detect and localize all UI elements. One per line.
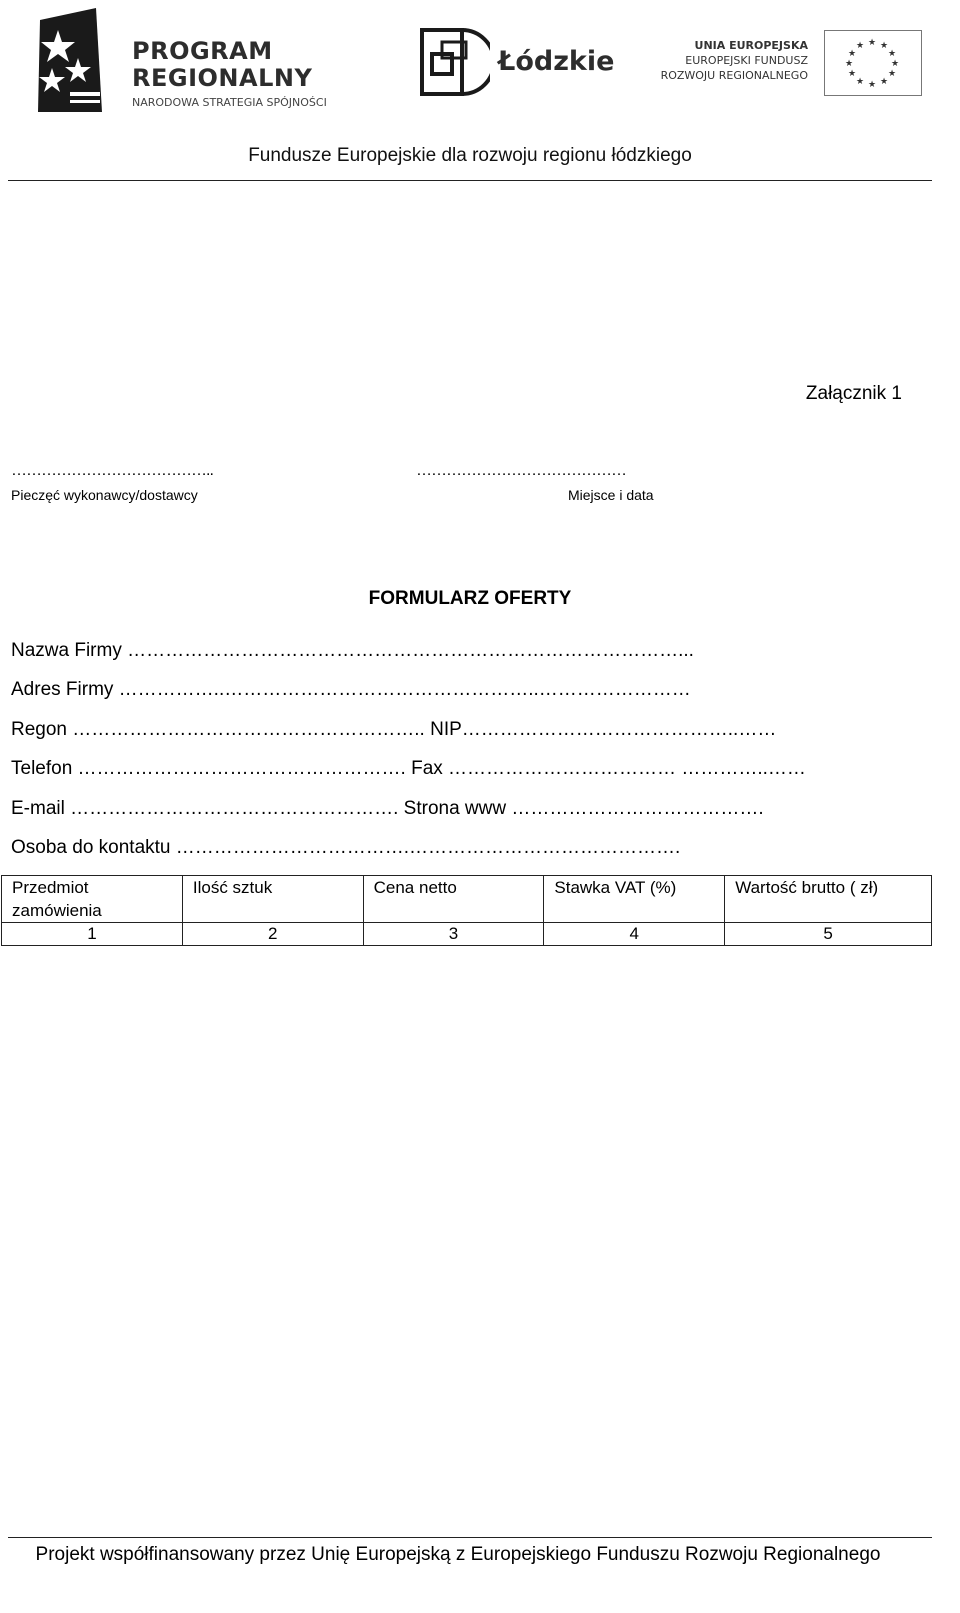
eu-flag-icon <box>824 30 922 96</box>
col-header-net-price: Cena netto <box>363 876 544 923</box>
company-address-line: Adres Firmy ……………..…………………………………………..…………………… <box>11 679 691 700</box>
lodzkie-emblem-icon <box>420 28 490 98</box>
svg-text:★: ★ <box>879 41 889 51</box>
eu-fund-text <box>660 38 808 83</box>
svg-text:★: ★ <box>890 59 900 69</box>
header-rule <box>8 180 932 181</box>
eu-line-2: EUROPEJSKI FUNDUSZ <box>685 54 808 67</box>
col-number: 4 <box>544 923 725 946</box>
program-regionalny-logo <box>30 8 370 118</box>
svg-text:★: ★ <box>855 41 865 51</box>
footer-rule <box>8 1537 932 1538</box>
company-name-line: Nazwa Firmy ……………………………………………………………………………... <box>11 640 694 661</box>
phone-fax-line: Telefon ……………………………………………. Fax ……………………………… …………..…… <box>11 758 806 779</box>
attachment-label: Załącznik 1 <box>805 383 902 404</box>
form-title: FORMULARZ OFERTY <box>368 588 572 609</box>
logo-bar <box>0 0 960 130</box>
svg-text:★: ★ <box>867 80 877 90</box>
regon-nip-line: Regon ……………………………………………….. NIP……………………………………..…… <box>11 719 777 740</box>
col-header-vat-rate: Stawka VAT (%) <box>544 876 725 923</box>
col-number: 3 <box>363 923 544 946</box>
program-regionalny-wordmark: PROGRAM REGIONALNY <box>132 37 313 92</box>
svg-text:★: ★ <box>844 59 854 69</box>
header-tagline: Fundusze Europejskie dla rozwoju regionu łódzkiego <box>248 145 692 166</box>
place-date-dots: …………………………………… <box>416 462 626 479</box>
lodzkie-logo <box>420 28 615 100</box>
svg-text:★: ★ <box>847 69 857 79</box>
contact-person-line: Osoba do kontaktu ……………………………….……………………………………. <box>11 837 681 858</box>
svg-text:★: ★ <box>867 38 877 48</box>
place-date-label: Miejsce i data <box>568 487 654 503</box>
lodzkie-wordmark: Łódzkie <box>498 46 615 77</box>
svg-text:★: ★ <box>887 49 897 59</box>
svg-text:★: ★ <box>855 77 865 87</box>
offer-table <box>1 875 932 946</box>
footer-text: Projekt współfinansowany przez Unię Europejską z Europejskiego Funduszu Rozwoju Regionalnego <box>35 1544 881 1565</box>
col-number: 1 <box>2 923 183 946</box>
table-row <box>2 923 932 946</box>
stamp-label: Pieczęć wykonawcy/dostawcy <box>11 487 198 503</box>
col-header-item: Przedmiot zamówienia <box>2 876 183 923</box>
email-www-line: E-mail ……………………………………………. Strona www …………………………………. <box>11 798 764 819</box>
col-header-quantity: Ilość sztuk <box>182 876 363 923</box>
program-regionalny-subtitle: NARODOWA STRATEGIA SPÓJNOŚCI <box>132 96 327 109</box>
col-number: 2 <box>182 923 363 946</box>
eu-line-3: ROZWOJU REGIONALNEGO <box>660 69 808 82</box>
col-header-gross-value: Wartość brutto ( zł) <box>725 876 932 923</box>
col-number: 5 <box>725 923 932 946</box>
svg-text:★: ★ <box>847 49 857 59</box>
stamp-dots: ………………………………….. <box>11 462 213 479</box>
eu-line-1: UNIA EUROPEJSKA <box>694 39 808 52</box>
svg-text:★: ★ <box>879 77 889 87</box>
eu-logo <box>660 28 930 100</box>
table-header-row <box>2 876 932 923</box>
svg-text:★: ★ <box>887 69 897 79</box>
star-figures-icon <box>30 8 105 118</box>
